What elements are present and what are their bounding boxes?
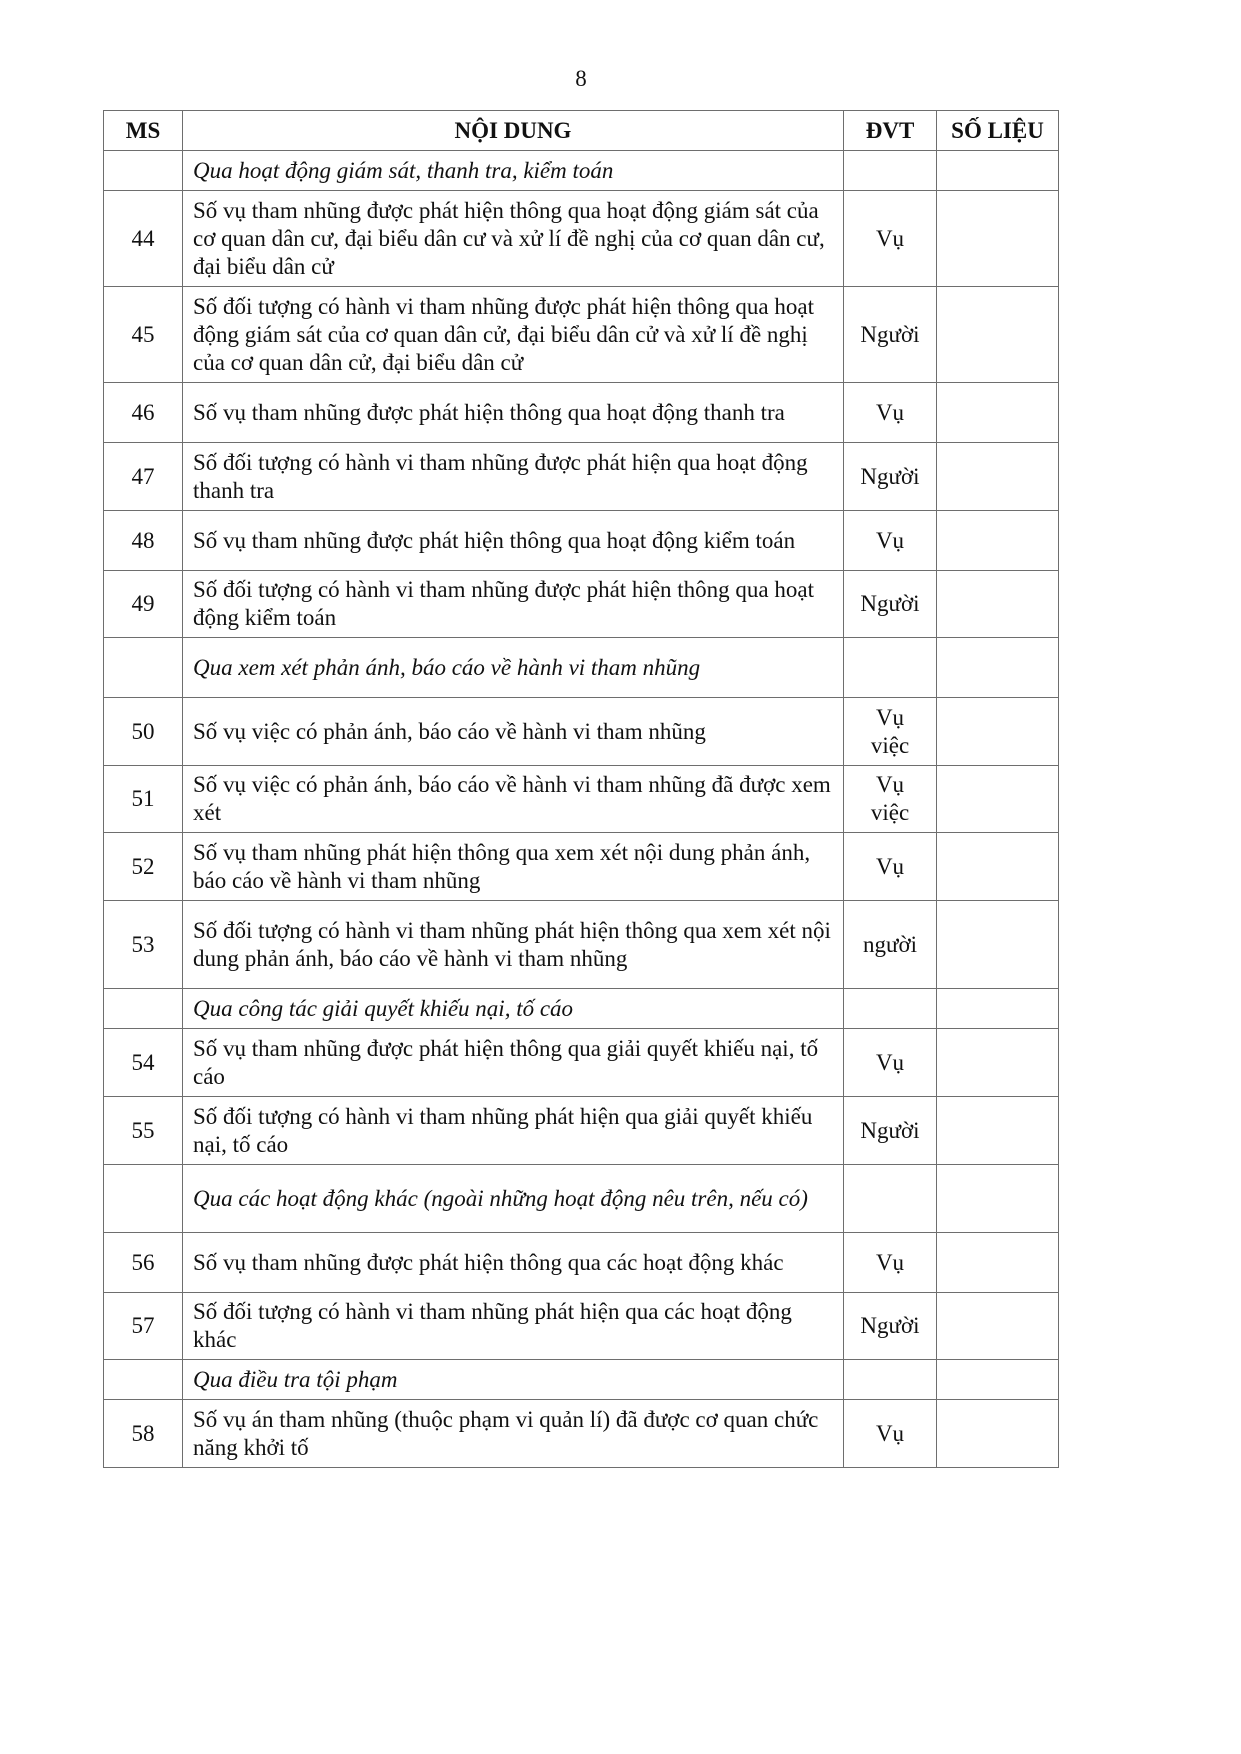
row-unit bbox=[844, 989, 937, 1029]
table-row bbox=[104, 766, 1059, 833]
row-unit: Người bbox=[844, 1293, 937, 1360]
row-value[interactable] bbox=[937, 698, 1059, 766]
row-value[interactable] bbox=[937, 1400, 1059, 1468]
row-ms: 53 bbox=[104, 901, 183, 989]
table-row bbox=[104, 1097, 1059, 1165]
row-ms: 51 bbox=[104, 766, 183, 833]
row-value[interactable] bbox=[937, 1233, 1059, 1293]
row-content: Số vụ việc có phản ánh, báo cáo về hành vi tham nhũng bbox=[183, 698, 844, 766]
table-row bbox=[104, 511, 1059, 571]
row-ms: 58 bbox=[104, 1400, 183, 1468]
section-row bbox=[104, 638, 1059, 698]
table-row bbox=[104, 1293, 1059, 1360]
row-ms: 44 bbox=[104, 191, 183, 287]
row-content: Số vụ tham nhũng được phát hiện thông qua giải quyết khiếu nại, tố cáo bbox=[183, 1029, 844, 1097]
row-ms: 49 bbox=[104, 571, 183, 638]
row-ms: 48 bbox=[104, 511, 183, 571]
row-ms bbox=[104, 1360, 183, 1400]
row-value[interactable] bbox=[937, 1097, 1059, 1165]
row-ms bbox=[104, 1165, 183, 1233]
row-unit: Vụ bbox=[844, 1400, 937, 1468]
section-title: Qua xem xét phản ánh, báo cáo về hành vi tham nhũng bbox=[183, 638, 844, 698]
row-content: Số đối tượng có hành vi tham nhũng được phát hiện thông qua hoạt động kiểm toán bbox=[183, 571, 844, 638]
row-unit bbox=[844, 1360, 937, 1400]
row-unit: Vụ bbox=[844, 511, 937, 571]
table-row bbox=[104, 698, 1059, 766]
section-row bbox=[104, 989, 1059, 1029]
row-unit: Vụ bbox=[844, 191, 937, 287]
row-content: Số đối tượng có hành vi tham nhũng phát hiện qua các hoạt động khác bbox=[183, 1293, 844, 1360]
header-ms: MS bbox=[104, 111, 183, 151]
row-unit bbox=[844, 151, 937, 191]
row-unit: Vụ bbox=[844, 1029, 937, 1097]
row-value[interactable] bbox=[937, 571, 1059, 638]
row-value[interactable] bbox=[937, 1293, 1059, 1360]
row-value[interactable] bbox=[937, 766, 1059, 833]
row-unit: Vụ việc bbox=[844, 698, 937, 766]
row-unit: Vụ việc bbox=[844, 766, 937, 833]
row-value[interactable] bbox=[937, 1165, 1059, 1233]
row-content: Số đối tượng có hành vi tham nhũng phát hiện qua giải quyết khiếu nại, tố cáo bbox=[183, 1097, 844, 1165]
header-content: NỘI DUNG bbox=[183, 111, 844, 151]
row-value[interactable] bbox=[937, 443, 1059, 511]
row-value[interactable] bbox=[937, 511, 1059, 571]
row-value[interactable] bbox=[937, 287, 1059, 383]
header-unit: ĐVT bbox=[844, 111, 937, 151]
row-ms: 55 bbox=[104, 1097, 183, 1165]
row-value[interactable] bbox=[937, 901, 1059, 989]
section-row bbox=[104, 151, 1059, 191]
row-ms: 56 bbox=[104, 1233, 183, 1293]
page-number: 8 bbox=[575, 66, 587, 91]
row-unit: Vụ bbox=[844, 833, 937, 901]
table-row bbox=[104, 1233, 1059, 1293]
row-content: Số đối tượng có hành vi tham nhũng được phát hiện thông qua hoạt động giám sát của cơ quan dân cử, đại biểu dân cử và xử lí đề nghị của cơ quan dân cử, đại biểu dân cử bbox=[183, 287, 844, 383]
row-content: Số vụ tham nhũng được phát hiện thông qua hoạt động giám sát của cơ quan dân cư, đại biểu dân cư và xử lí đề nghị của cơ quan dân cư, đại biểu dân cử bbox=[183, 191, 844, 287]
row-value[interactable] bbox=[937, 638, 1059, 698]
section-row bbox=[104, 1165, 1059, 1233]
section-title: Qua các hoạt động khác (ngoài những hoạt động nêu trên, nếu có) bbox=[183, 1165, 844, 1233]
row-content: Số đối tượng có hành vi tham nhũng phát hiện thông qua xem xét nội dung phản ánh, báo cáo về hành vi tham nhũng bbox=[183, 901, 844, 989]
section-row bbox=[104, 1360, 1059, 1400]
row-unit: Người bbox=[844, 287, 937, 383]
row-ms: 45 bbox=[104, 287, 183, 383]
row-ms: 54 bbox=[104, 1029, 183, 1097]
row-unit: Vụ bbox=[844, 383, 937, 443]
row-content: Số vụ tham nhũng được phát hiện thông qua các hoạt động khác bbox=[183, 1233, 844, 1293]
row-unit: Người bbox=[844, 1097, 937, 1165]
table-body bbox=[104, 151, 1059, 1468]
row-value[interactable] bbox=[937, 1360, 1059, 1400]
table-row bbox=[104, 383, 1059, 443]
row-value[interactable] bbox=[937, 151, 1059, 191]
row-unit bbox=[844, 638, 937, 698]
row-unit bbox=[844, 1165, 937, 1233]
row-ms: 46 bbox=[104, 383, 183, 443]
table-header-row bbox=[104, 111, 1059, 151]
section-title: Qua hoạt động giám sát, thanh tra, kiểm toán bbox=[183, 151, 844, 191]
row-unit: Người bbox=[844, 443, 937, 511]
row-ms: 57 bbox=[104, 1293, 183, 1360]
table-row bbox=[104, 443, 1059, 511]
report-table bbox=[103, 110, 1059, 1468]
row-ms bbox=[104, 638, 183, 698]
row-content: Số vụ tham nhũng được phát hiện thông qua hoạt động kiểm toán bbox=[183, 511, 844, 571]
table-row bbox=[104, 1400, 1059, 1468]
row-ms: 47 bbox=[104, 443, 183, 511]
row-value[interactable] bbox=[937, 1029, 1059, 1097]
row-value[interactable] bbox=[937, 833, 1059, 901]
row-content: Số vụ việc có phản ánh, báo cáo về hành vi tham nhũng đã được xem xét bbox=[183, 766, 844, 833]
table-row bbox=[104, 901, 1059, 989]
section-title: Qua điều tra tội phạm bbox=[183, 1360, 844, 1400]
row-value[interactable] bbox=[937, 191, 1059, 287]
header-value: SỐ LIỆU bbox=[937, 111, 1059, 151]
row-value[interactable] bbox=[937, 383, 1059, 443]
table-row bbox=[104, 833, 1059, 901]
section-title: Qua công tác giải quyết khiếu nại, tố cáo bbox=[183, 989, 844, 1029]
table-row bbox=[104, 571, 1059, 638]
row-value[interactable] bbox=[937, 989, 1059, 1029]
row-content: Số vụ tham nhũng phát hiện thông qua xem xét nội dung phản ánh, báo cáo về hành vi tham nhũng bbox=[183, 833, 844, 901]
row-ms: 50 bbox=[104, 698, 183, 766]
row-content: Số vụ tham nhũng được phát hiện thông qua hoạt động thanh tra bbox=[183, 383, 844, 443]
row-ms bbox=[104, 989, 183, 1029]
row-unit: Vụ bbox=[844, 1233, 937, 1293]
row-content: Số đối tượng có hành vi tham nhũng được phát hiện qua hoạt động thanh tra bbox=[183, 443, 844, 511]
table-row bbox=[104, 191, 1059, 287]
row-ms: 52 bbox=[104, 833, 183, 901]
row-unit: người bbox=[844, 901, 937, 989]
table-row bbox=[104, 287, 1059, 383]
row-ms bbox=[104, 151, 183, 191]
row-unit: Người bbox=[844, 571, 937, 638]
row-content: Số vụ án tham nhũng (thuộc phạm vi quản lí) đã được cơ quan chức năng khởi tố bbox=[183, 1400, 844, 1468]
table-row bbox=[104, 1029, 1059, 1097]
